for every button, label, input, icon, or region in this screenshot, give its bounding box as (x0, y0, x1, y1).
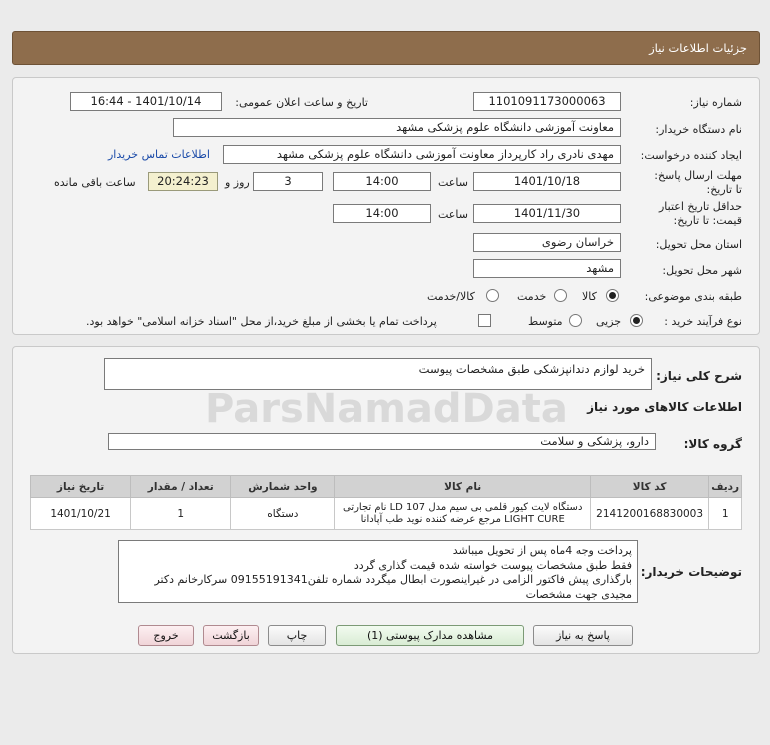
table-header-row (31, 476, 742, 498)
goods-group-field: دارو، پزشکی و سلامت (108, 433, 656, 450)
back-button[interactable]: بازگشت (203, 625, 259, 646)
requester-label: ایجاد کننده درخواست: (640, 149, 742, 162)
cell-need-date: 1401/10/21 (31, 498, 131, 530)
process-radio-medium[interactable] (569, 314, 582, 327)
cell-unit: دستگاه (231, 498, 335, 530)
process-radio-minor[interactable] (630, 314, 643, 327)
days-label: روز و (225, 176, 250, 189)
print-button[interactable]: چاپ (268, 625, 326, 646)
validity-time-field: 14:00 (333, 204, 431, 223)
province-label: استان محل تحویل: (655, 238, 742, 251)
announce-field: 1401/10/14 - 16:44 (70, 92, 222, 111)
reply-time-label: ساعت (438, 176, 468, 189)
goods-info-title: اطلاعات کالاهای مورد نیاز (587, 400, 742, 414)
buyer-note-line: بارگذاری پیش فاکتور الزامی در غیراینصورت ابطال میگردد شماره تلفن09155191341 سرکارخانم دکتر (154, 573, 632, 586)
category-label: طبقه بندی موضوعی: (644, 290, 742, 303)
validity-label: حداقل تاریخ اعتبار قیمت: تا تاریخ: (658, 200, 742, 227)
page-header (12, 31, 760, 65)
validity-time-label: ساعت (438, 208, 468, 221)
summary-label: شرح کلی نیاز: (656, 369, 742, 383)
reply-deadline-label: مهلت ارسال پاسخ: تا تاریخ: (654, 169, 742, 196)
requester-field: مهدی نادری راد کارپرداز معاونت آموزشی دانشگاه علوم پزشکی مشهد (223, 145, 621, 164)
need-number-label: شماره نیاز: (689, 96, 742, 109)
process-label: نوع فرآیند خرید : (664, 315, 742, 328)
watermark-logo: ParsNamadData (205, 386, 568, 432)
validity-date-field: 1401/11/30 (473, 204, 621, 223)
cell-quantity: 1 (131, 498, 231, 530)
need-number-field: 1101091173000063 (473, 92, 621, 111)
col-header-item-code: کد کالا (590, 476, 708, 498)
buyer-contact-link[interactable]: اطلاعات تماس خریدار (108, 148, 210, 161)
days-field: 3 (253, 172, 323, 191)
remaining-time-field: 20:24:23 (148, 172, 218, 191)
buyer-org-field: معاونت آموزشی دانشگاه علوم پزشکی مشهد (173, 118, 621, 137)
category-radio-service[interactable] (554, 289, 567, 302)
goods-table (30, 475, 742, 530)
exit-button[interactable]: خروج (138, 625, 194, 646)
category-radio-goods[interactable] (606, 289, 619, 302)
cell-item-name: دستگاه لایت کیور قلمی بی سیم مدل LD 107 نام تجارتی LIGHT CURE مرجع عرضه کننده نوید طب آپادانا (335, 498, 590, 530)
city-label: شهر محل تحویل: (662, 264, 742, 277)
process-option-medium: متوسط (528, 315, 563, 328)
col-header-quantity: تعداد / مقدار (131, 476, 231, 498)
page-title: جزئیات اطلاعات نیاز (649, 41, 747, 55)
col-header-item-name: نام کالا (335, 476, 590, 498)
col-header-row-number: ردیف (709, 476, 742, 498)
category-option-goods: کالا (582, 290, 597, 303)
buyer-notes-box (118, 540, 638, 603)
buyer-note-line: پرداخت وجه 4ماه پس از تحویل میباشد (452, 544, 632, 557)
table-row (31, 498, 742, 530)
summary-field: خرید لوازم دندانپزشکی طبق مشخصات پیوست (104, 358, 652, 390)
buyer-org-label: نام دستگاه خریدار: (655, 123, 742, 136)
reply-to-need-button[interactable]: پاسخ به نیاز (533, 625, 633, 646)
view-attachments-button[interactable]: مشاهده مدارک پیوستی (1) (336, 625, 524, 646)
col-header-unit: واحد شمارش (231, 476, 335, 498)
buyer-notes-label: توضیحات خریدار: (640, 565, 742, 579)
cell-item-code: 2141200168830003 (590, 498, 708, 530)
announce-label: تاریخ و ساعت اعلان عمومی: (235, 96, 368, 109)
process-option-minor: جزیی (596, 315, 622, 328)
treasury-checkbox[interactable] (478, 314, 491, 327)
reply-date-field: 1401/10/18 (473, 172, 621, 191)
col-header-need-date: تاریخ نیاز (31, 476, 131, 498)
reply-time-field: 14:00 (333, 172, 431, 191)
treasury-text: پرداخت تمام یا بخشی از مبلغ خرید،از محل "اسناد خزانه اسلامی" خواهد بود. (86, 315, 437, 328)
category-option-service: خدمت (517, 290, 547, 303)
cell-row-number: 1 (709, 498, 742, 530)
category-radio-goods-service[interactable] (486, 289, 499, 302)
buyer-note-line: فقط طبق مشخصات پیوست خواسته شده قیمت گذاری گردد (353, 558, 632, 572)
category-option-goods-service: کالا/خدمت (427, 290, 475, 303)
buyer-note-line: مجیدی جهت مشخصات (525, 587, 632, 601)
goods-group-label: گروه کالا: (683, 437, 742, 451)
province-field: خراسان رضوی (473, 233, 621, 252)
remaining-label: ساعت باقی مانده (54, 176, 136, 189)
city-field: مشهد (473, 259, 621, 278)
